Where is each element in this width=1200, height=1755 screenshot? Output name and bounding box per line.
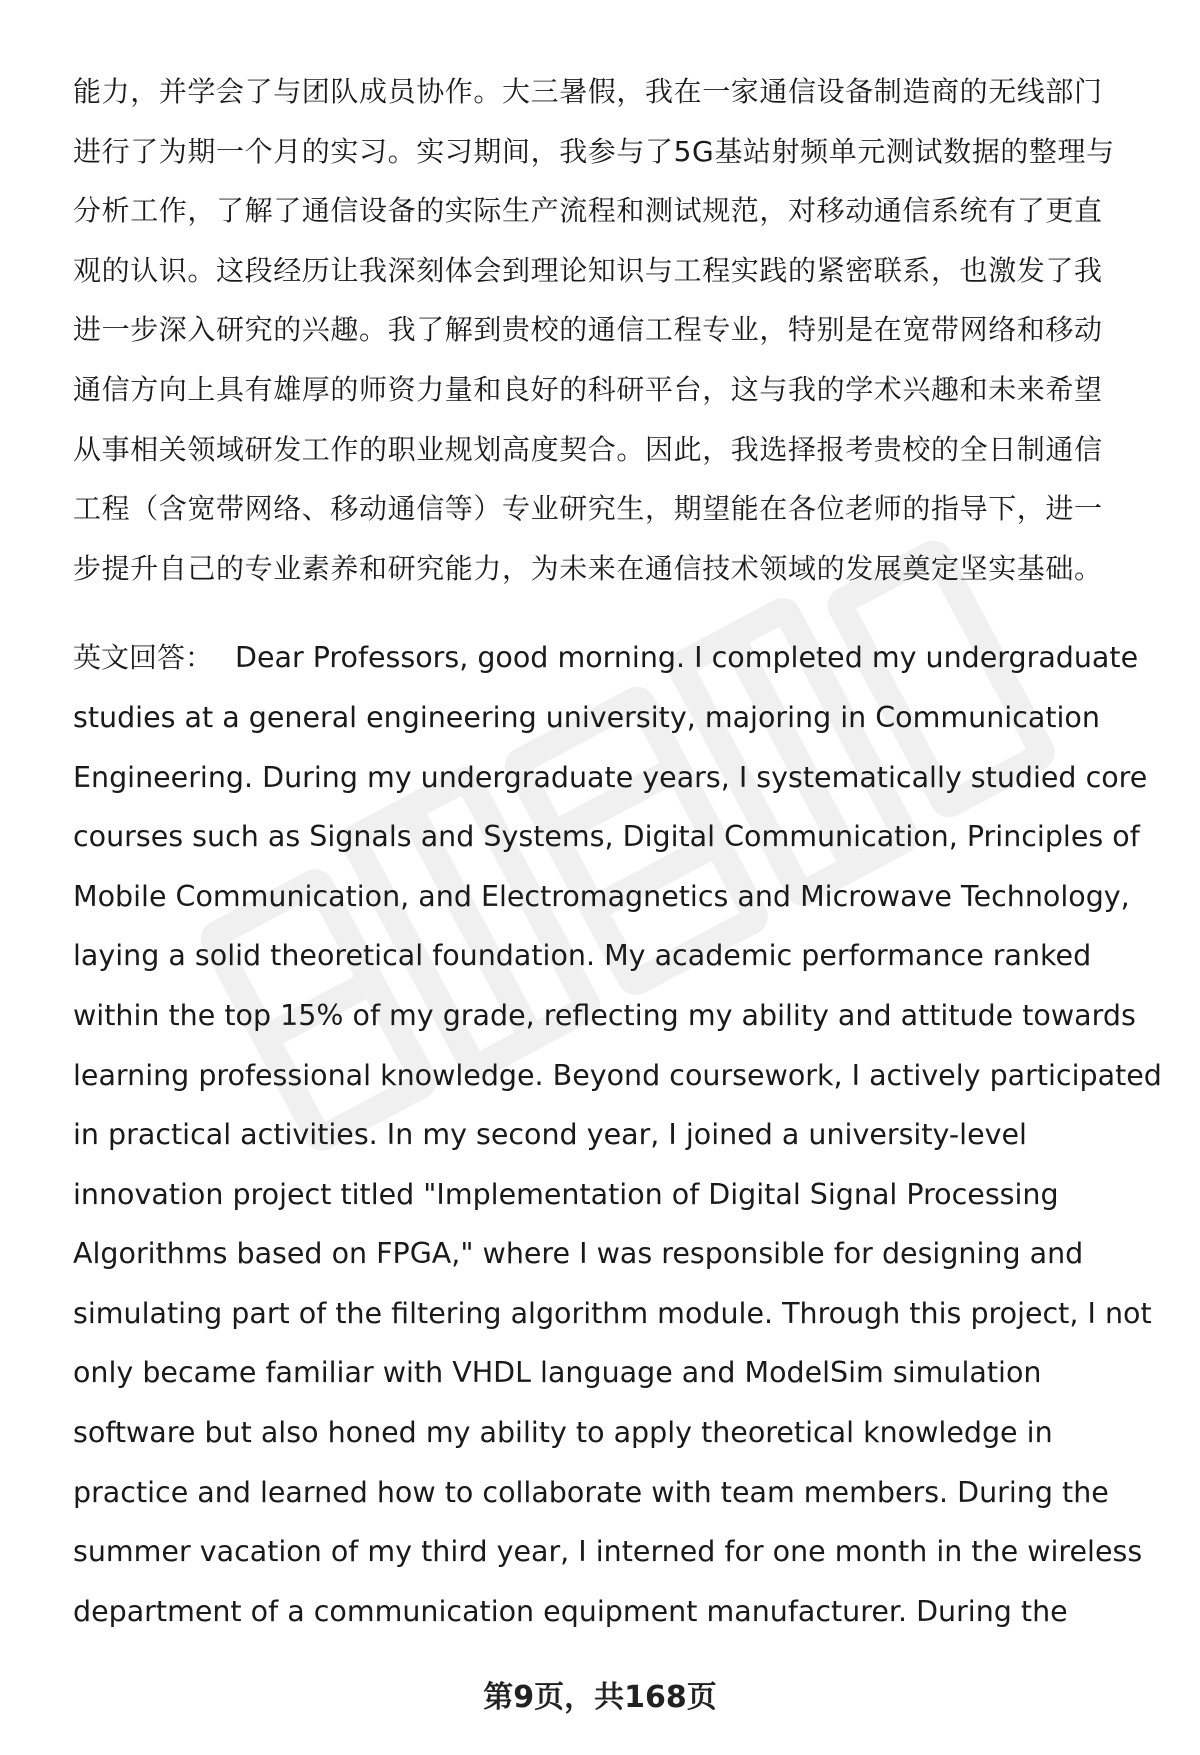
en-line: laying a solid theoretical foundation. My academic performance ranked — [73, 939, 1092, 973]
en-first-line — [73, 628, 1153, 688]
cn-line: 进一步深入研究的兴趣。我了解到贵校的通信工程专业，特别是在宽带网络和移动 — [73, 313, 1103, 347]
cn-line: 分析工作，了解了通信设备的实际生产流程和测试规范，对移动通信系统有了更直 — [73, 194, 1103, 228]
en-line: department of a communication equipment manufacturer. During the — [73, 1594, 1068, 1628]
cn-line: 工程（含宽带网络、移动通信等）专业研究生，期望能在各位老师的指导下，进一 — [73, 492, 1103, 526]
cn-line: 步提升自己的专业素养和研究能力，为未来在通信技术领域的发展奠定坚实基础。 — [73, 551, 1103, 585]
en-line: simulating part of the filtering algorithm module. Through this project, I not — [73, 1296, 1152, 1330]
document-body — [73, 62, 1162, 1641]
en-line: within the top 15% of my grade, reflecting my ability and attitude towards — [73, 998, 1136, 1032]
en-line: courses such as Signals and Systems, Digital Communication, Principles of — [73, 820, 1140, 854]
cn-line: 进行了为期一个月的实习。实习期间，我参与了5G基站射频单元测试数据的整理与 — [73, 134, 1115, 168]
page-number-footer: 第9页，共168页 — [483, 1680, 717, 1715]
en-line: studies at a general engineering university, majoring in Communication — [73, 700, 1100, 734]
en-line: learning professional knowledge. Beyond coursework, I actively participated — [73, 1058, 1162, 1092]
english-answer — [73, 628, 1162, 1641]
cn-line: 能力，并学会了与团队成员协作。大三暑假，我在一家通信设备制造商的无线部门 — [73, 75, 1103, 108]
cn-line: 观的认识。这段经历让我深刻体会到理论知识与工程实践的紧密联系，也激发了我 — [73, 253, 1103, 287]
en-line: software but also honed my ability to apply theoretical knowledge in — [73, 1416, 1053, 1450]
en-line: Mobile Communication, and Electromagnetics and Microwave Technology, — [73, 879, 1130, 913]
answer-label: 英文回答： — [73, 641, 214, 675]
cn-line: 从事相关领域研发工作的职业规划高度契合。因此，我选择报考贵校的全日制通信 — [73, 432, 1103, 466]
en-line: innovation project titled "Implementation of Digital Signal Processing — [73, 1177, 1059, 1211]
en-line: Dear Professors, good morning. I completed my undergraduate — [235, 641, 1139, 675]
en-line: in practical activities. In my second year, I joined a university-level — [73, 1118, 1027, 1152]
en-line: Algorithms based on FPGA," where I was responsible for designing and — [73, 1237, 1084, 1271]
en-line: summer vacation of my third year, I interned for one month in the wireless — [73, 1535, 1143, 1569]
en-line: practice and learned how to collaborate with team members. During the — [73, 1475, 1109, 1509]
cn-line: 通信方向上具有雄厚的师资力量和良好的科研平台，这与我的学术兴趣和未来希望 — [73, 372, 1103, 406]
en-line: Engineering. During my undergraduate years, I systematically studied core — [73, 760, 1148, 794]
paragraph-gap — [73, 598, 1153, 628]
en-line: only became familiar with VHDL language and ModelSim simulation — [73, 1356, 1042, 1390]
chinese-paragraph — [73, 62, 1153, 598]
